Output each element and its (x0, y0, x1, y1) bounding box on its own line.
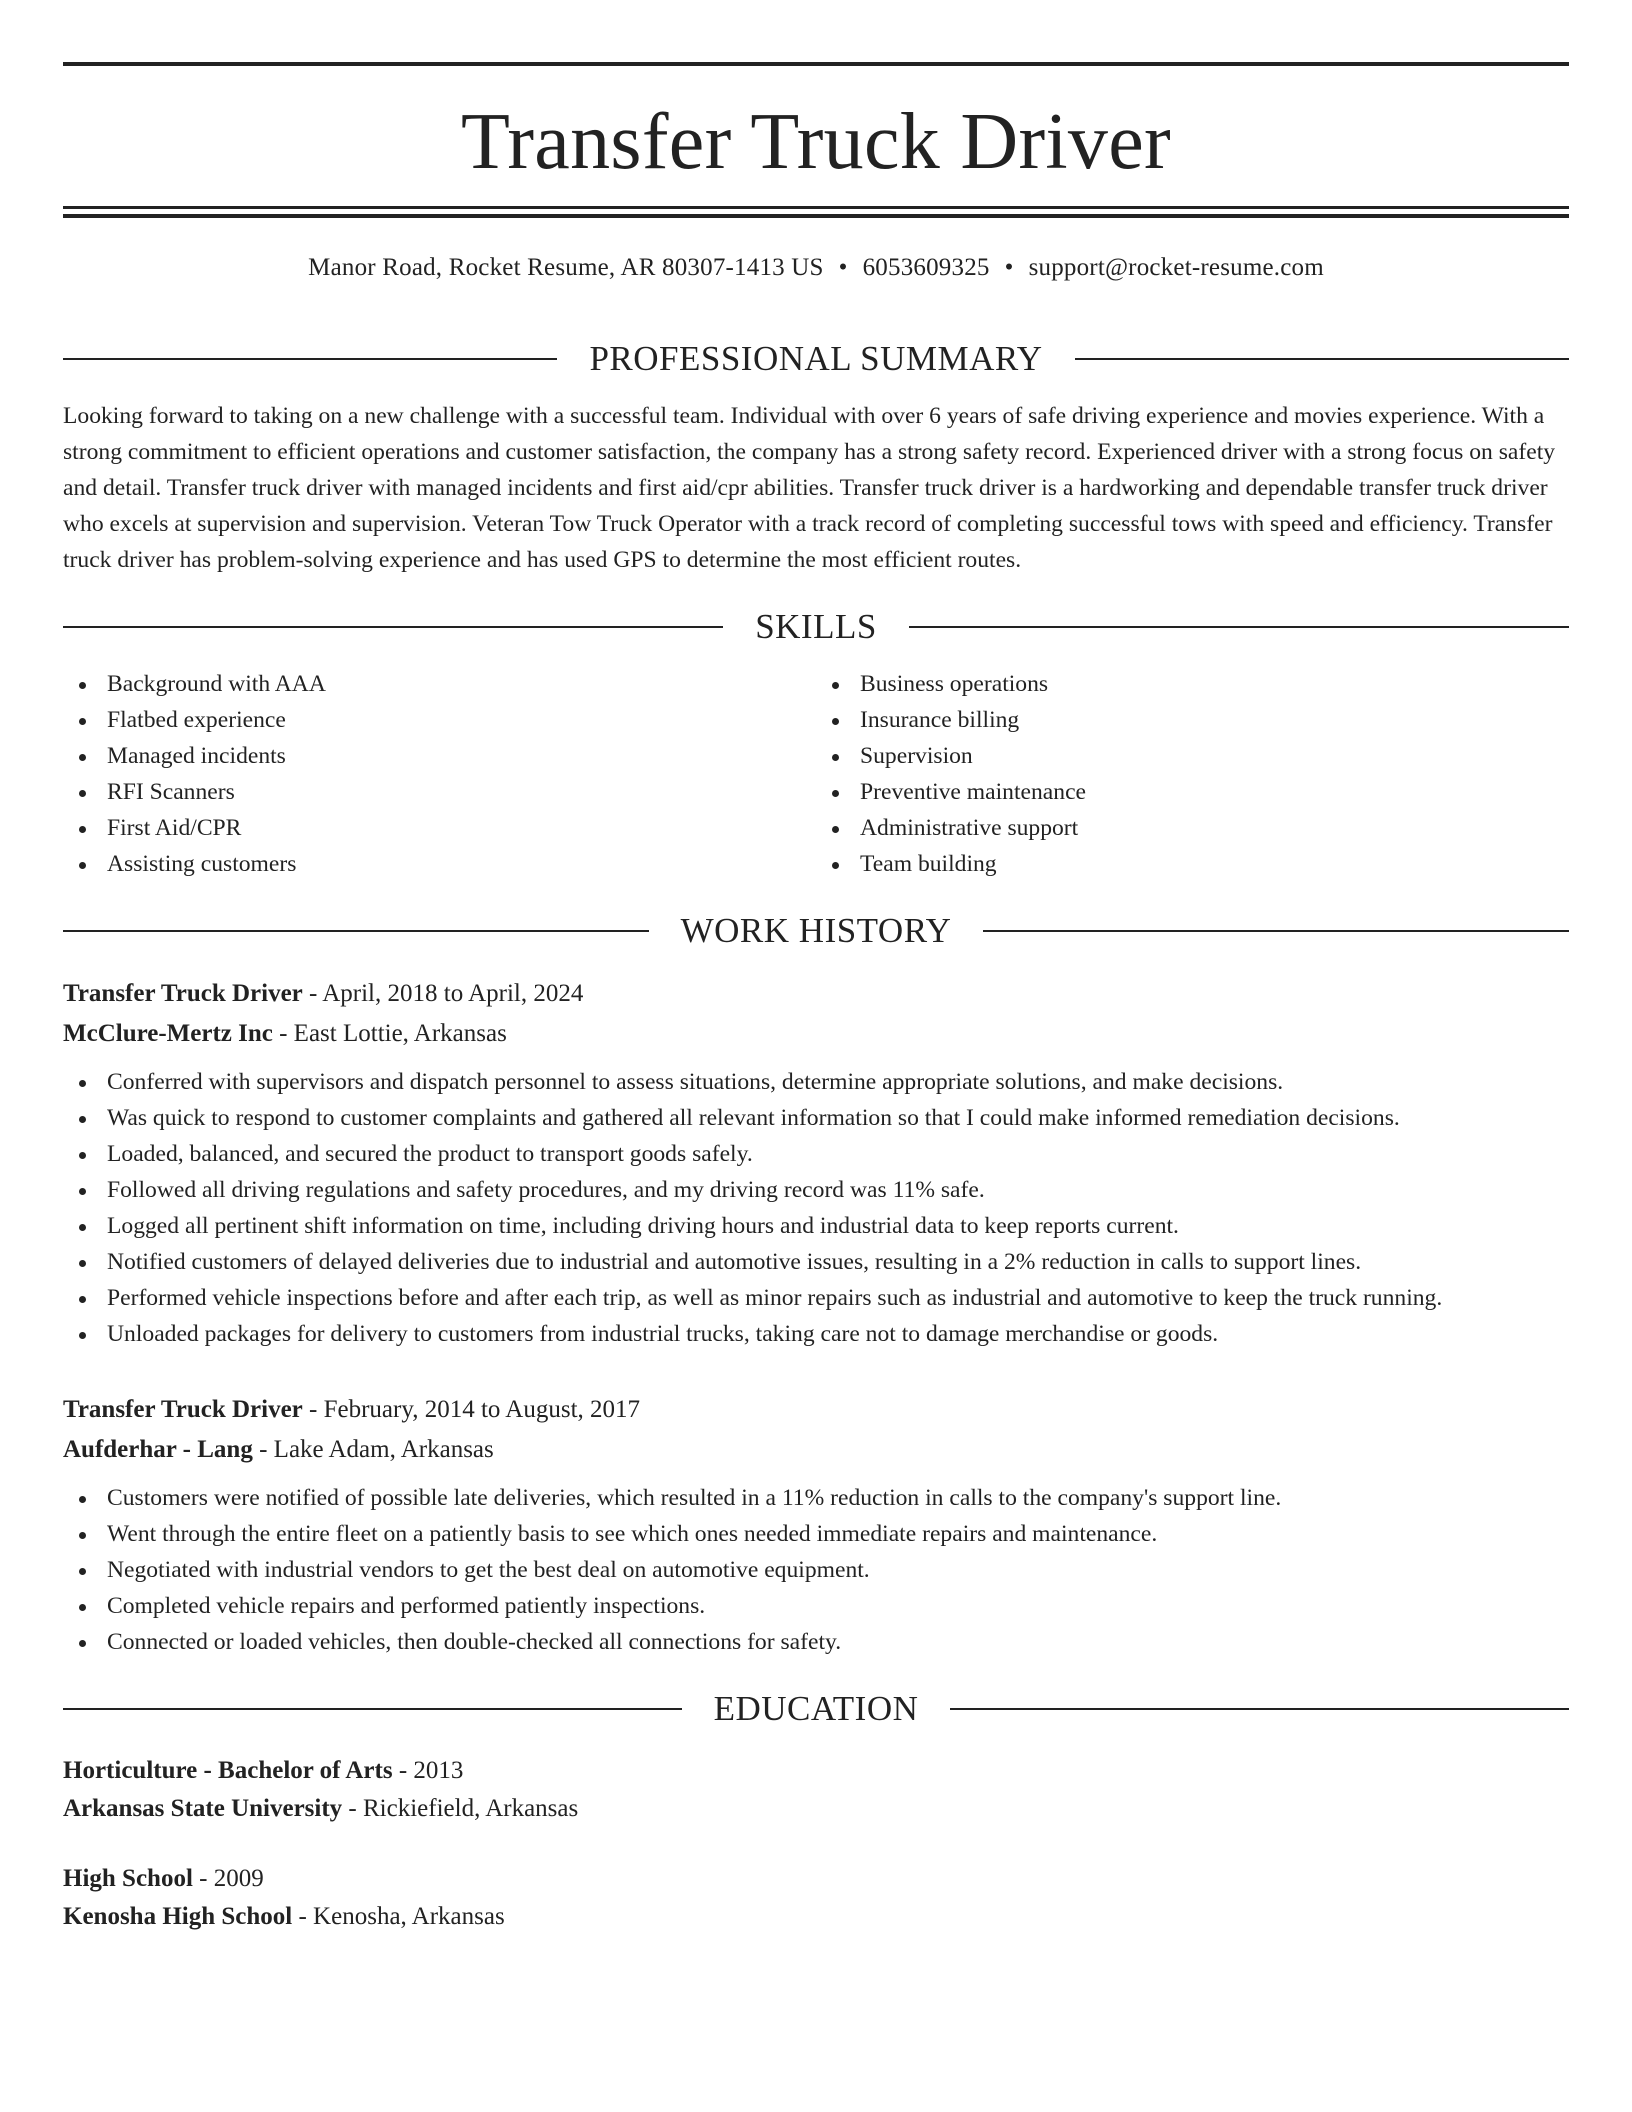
job-entry (63, 974, 1569, 1352)
section-title: SKILLS (755, 607, 877, 646)
education-school-line (63, 1898, 1569, 1936)
skill-item: Flatbed experience (63, 702, 816, 738)
section-title: WORK HISTORY (680, 911, 952, 950)
skill-item: Team building (816, 846, 1569, 882)
job-bullet: Went through the entire fleet on a patiently basis to see which ones needed immediate repairs and maintenance. (63, 1516, 1569, 1552)
skills-heading (63, 602, 1569, 652)
skill-item: Preventive maintenance (816, 774, 1569, 810)
job-bullets (63, 1480, 1569, 1660)
divider (63, 358, 557, 360)
skill-item: Administrative support (816, 810, 1569, 846)
job-company: McClure-Mertz Inc (63, 1020, 273, 1047)
job-bullet: Customers were notified of possible late deliveries, which resulted in a 11% reduction in calls to the company's support line. (63, 1480, 1569, 1516)
education-school-line (63, 1790, 1569, 1828)
job-bullet: Logged all pertinent shift information on time, including driving hours and industrial data to keep reports current. (63, 1208, 1569, 1244)
job-company: Aufderhar - Lang (63, 1436, 253, 1463)
contact-separator: • (1004, 254, 1014, 281)
skills-column-right (816, 666, 1569, 882)
resume-name: Transfer Truck Driver (461, 98, 1171, 186)
job-bullet: Conferred with supervisors and dispatch personnel to assess situations, determine appropriate solutions, and make decisions. (63, 1064, 1569, 1100)
skill-item: Assisting customers (63, 846, 816, 882)
job-bullet: Was quick to respond to customer complaints and gathered all relevant information so that I could make informed remediation decisions. (63, 1100, 1569, 1136)
job-title: Transfer Truck Driver (63, 980, 303, 1007)
job-title-line (63, 974, 1569, 1014)
job-location: - Lake Adam, Arkansas (252, 1436, 494, 1463)
divider (63, 626, 723, 628)
section-title: EDUCATION (713, 1689, 919, 1728)
education-year: - 2013 (392, 1757, 464, 1784)
summary-heading (63, 334, 1569, 384)
divider (63, 930, 649, 932)
skill-item: Background with AAA (63, 666, 816, 702)
job-bullet: Performed vehicle inspections before and after each trip, as well as minor repairs such as industrial and automotive to keep the truck running. (63, 1280, 1569, 1316)
education-year: - 2009 (192, 1865, 264, 1892)
job-bullet: Unloaded packages for delivery to customers from industrial trucks, taking care not to damage merchandise or goods. (63, 1316, 1569, 1352)
job-entry (63, 1390, 1569, 1660)
skills-list (63, 666, 1569, 882)
education-heading (63, 1684, 1569, 1734)
divider (950, 1708, 1569, 1710)
job-bullet: Connected or loaded vehicles, then double-checked all connections for safety. (63, 1624, 1569, 1660)
job-dates: - February, 2014 to August, 2017 (302, 1396, 641, 1423)
summary-text: Looking forward to taking on a new challenge with a successful team. Individual with over 6 years of safe driving experience and movies experience. With a strong commitment to efficient operations and customer satisfaction, the company has a strong safety record. Experienced driver with a strong focus on safety and detail. Transfer truck driver with managed incidents and first aid/cpr abilities. Transfer truck driver is a hardworking and dependable transfer truck driver who excels at supervision and supervision. Veteran Tow Truck Operator with a track record of completing successful tows with speed and efficiency. Transfer truck driver has problem-solving experience and has used GPS to determine the most efficient routes. (63, 403, 1556, 573)
job-bullets (63, 1064, 1569, 1352)
education-degree: High School (63, 1865, 193, 1892)
education-degree-line (63, 1860, 1569, 1898)
divider (1075, 358, 1569, 360)
double-rule (63, 206, 1569, 218)
section-title: PROFESSIONAL SUMMARY (589, 339, 1043, 378)
education-school: Kenosha High School (63, 1903, 293, 1930)
education-location: - Rickiefield, Arkansas (342, 1795, 579, 1822)
divider (63, 1708, 682, 1710)
job-bullet: Negotiated with industrial vendors to get the best deal on automotive equipment. (63, 1552, 1569, 1588)
divider (909, 626, 1569, 628)
skill-item: Business operations (816, 666, 1569, 702)
education-entry (63, 1752, 1569, 1828)
education-degree-line (63, 1752, 1569, 1790)
skill-item: RFI Scanners (63, 774, 816, 810)
contact-email: support@rocket-resume.com (1028, 254, 1324, 281)
job-company-line (63, 1430, 1569, 1470)
job-bullet: Followed all driving regulations and safety procedures, and my driving record was 11% safe. (63, 1172, 1569, 1208)
job-dates: - April, 2018 to April, 2024 (302, 980, 584, 1007)
contact-line (63, 254, 1569, 294)
contact-separator: • (838, 254, 848, 281)
job-bullet: Notified customers of delayed deliveries due to industrial and automotive issues, resulting in a 2% reduction in calls to support lines. (63, 1244, 1569, 1280)
top-rule (63, 62, 1569, 66)
skill-item: Managed incidents (63, 738, 816, 774)
job-bullet: Loaded, balanced, and secured the product to transport goods safely. (63, 1136, 1569, 1172)
skill-item: Insurance billing (816, 702, 1569, 738)
skills-column-left (63, 666, 816, 882)
skill-item: Supervision (816, 738, 1569, 774)
contact-phone: 6053609325 (862, 254, 990, 281)
job-bullet: Completed vehicle repairs and performed patiently inspections. (63, 1588, 1569, 1624)
job-location: - East Lottie, Arkansas (272, 1020, 507, 1047)
work-heading (63, 906, 1569, 956)
contact-address: Manor Road, Rocket Resume, AR 80307-1413 US (308, 254, 824, 281)
skill-item: First Aid/CPR (63, 810, 816, 846)
job-company-line (63, 1014, 1569, 1054)
divider (983, 930, 1569, 932)
education-entry (63, 1860, 1569, 1936)
job-title-line (63, 1390, 1569, 1430)
job-title: Transfer Truck Driver (63, 1396, 303, 1423)
education-school: Arkansas State University (63, 1795, 343, 1822)
education-location: - Kenosha, Arkansas (292, 1903, 505, 1930)
education-degree: Horticulture - Bachelor of Arts (63, 1757, 393, 1784)
